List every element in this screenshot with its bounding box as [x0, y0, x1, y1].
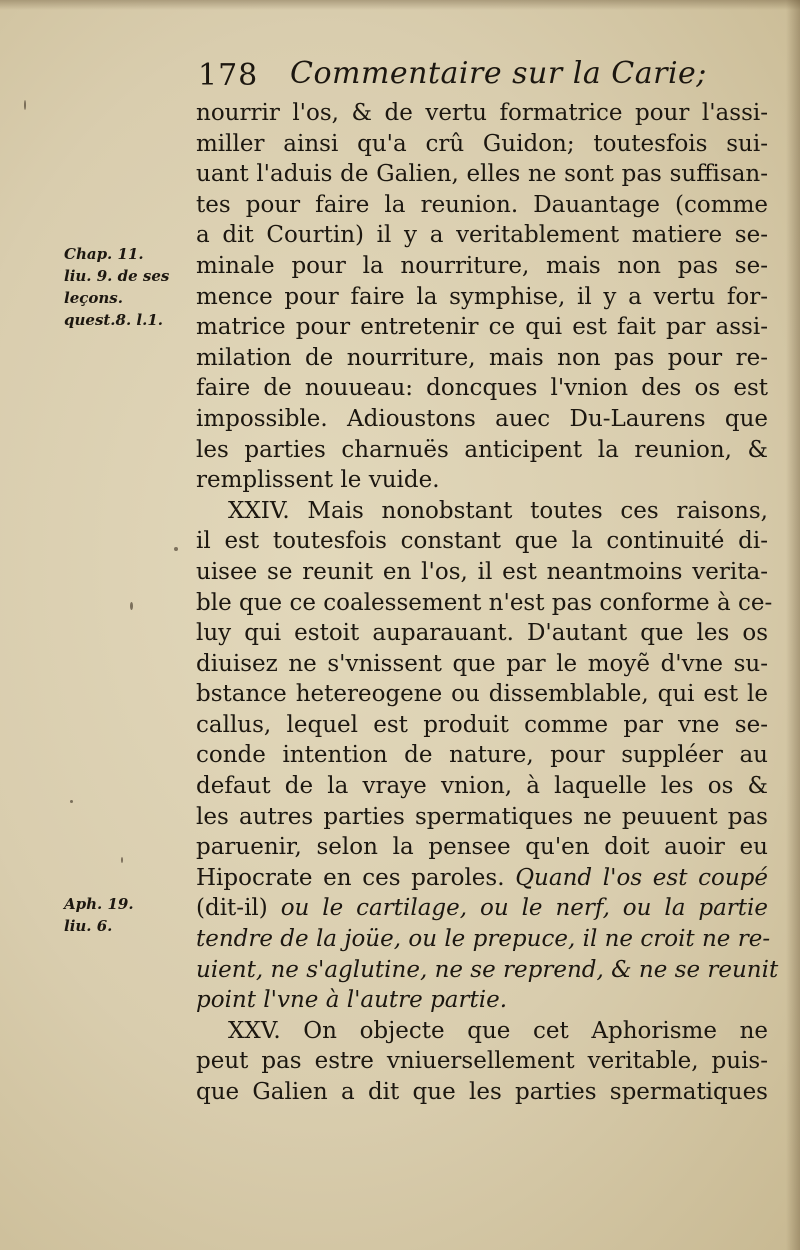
text-line: defaut de la vraye vnion, à laquelle les os &: [196, 773, 768, 800]
text-segment: Hipocrate en ces paroles.: [196, 864, 516, 891]
margin-note-line: Aph. 19.: [64, 895, 134, 913]
margin-note-line: leçons.: [64, 289, 123, 307]
text-line-with-quote: [196, 863, 768, 894]
margin-note-chapter: [64, 243, 189, 331]
text-line: peut pas estre vniuersellement veritable, puis-: [196, 1048, 768, 1075]
text-line: callus, lequel est produit comme par vne se-: [196, 711, 768, 738]
page-number: 178: [198, 58, 259, 93]
text-line: mence pour faire la symphise, il y a vertu for-: [196, 283, 768, 310]
quote-segment: ou le cartilage, ou le nerf, ou la partie: [280, 895, 769, 922]
quote-line: uient, ne s'aglutine, ne se reprend, & ne se reunit: [196, 956, 779, 983]
margin-note-line: liu. 9. de ses: [64, 267, 170, 285]
text-line: tes pour faire la reunion. Dauantage (comme: [196, 191, 768, 218]
quote-segment: Quand l'os est coupé: [515, 864, 769, 891]
text-line: miller ainsi qu'a crû Guidon; toutesfois sui-: [196, 130, 768, 157]
paper-speck: [174, 547, 178, 551]
text-line: bstance hetereogene ou dissemblable, qui est le: [196, 681, 768, 708]
text-line: minale pour la nourriture, mais non pas se-: [196, 252, 768, 279]
text-line: uant l'aduis de Galien, elles ne sont pas suffisan-: [196, 161, 768, 188]
paper-speck: [70, 800, 73, 803]
margin-note-line: quest.8. l.1.: [64, 311, 163, 329]
text-line: a dit Courtin) il y a veritablement matiere se-: [196, 222, 768, 249]
text-line: luy qui estoit auparauant. D'autant que les os: [196, 620, 768, 647]
text-line: faire de nouueau: doncques l'vnion des os est: [196, 375, 768, 402]
page-header: [198, 52, 758, 92]
margin-note-line: Chap. 11.: [64, 245, 144, 263]
page-edge-shadow-top: [0, 0, 800, 10]
text-line: uisee se reunit en l'os, il est neantmoins verita-: [196, 558, 768, 585]
text-line: les parties charnuës anticipent la reunion, &: [196, 436, 768, 463]
text-line: paruenir, selon la pensee qu'en doit auoir eu: [196, 834, 768, 861]
text-line: remplissent le vuide.: [196, 467, 440, 494]
paper-speck: [121, 857, 123, 863]
text-line: diuisez ne s'vnissent que par le moyẽ d'vne su-: [196, 650, 768, 677]
text-line: matrice pour entretenir ce qui est fait par assi-: [196, 314, 768, 341]
text-line: milation de nourriture, mais non pas pour re-: [196, 344, 768, 371]
page-edge-shadow-right: [786, 0, 800, 1250]
paper-speck: [24, 100, 26, 110]
text-line: nourrir l'os, & de vertu formatrice pour l'assi-: [196, 100, 768, 126]
text-segment: (dit-il): [196, 895, 281, 922]
text-line: il est toutesfois constant que la continuité di-: [196, 528, 768, 555]
text-line: les autres parties spermatiques ne peuuent pas: [196, 803, 768, 830]
text-line-with-quote: [196, 893, 768, 924]
quote-line: point l'vne à l'autre partie.: [196, 987, 508, 1014]
text-line: impossible. Adioustons auec Du-Laurens que: [196, 405, 768, 432]
body-text: [196, 98, 779, 1108]
text-line: conde intention de nature, pour suppléer au: [196, 742, 768, 769]
paper-speck: [130, 602, 133, 610]
section-heading-line: XXV. On objecte que cet Aphorisme ne: [228, 1017, 768, 1044]
running-title: Commentaire sur la Carie;: [290, 56, 707, 91]
text-line: ble que ce coalessement n'est pas conforme à ce-: [196, 589, 773, 616]
text-line: que Galien a dit que les parties spermatiques: [196, 1079, 768, 1105]
margin-note-line: liu. 6.: [64, 917, 113, 935]
quote-line: tendre de la joüe, ou le prepuce, il ne croit ne re-: [196, 926, 771, 953]
margin-note-aphorism: [64, 893, 189, 937]
section-heading-line: XXIV. Mais nonobstant toutes ces raisons,: [228, 497, 768, 524]
